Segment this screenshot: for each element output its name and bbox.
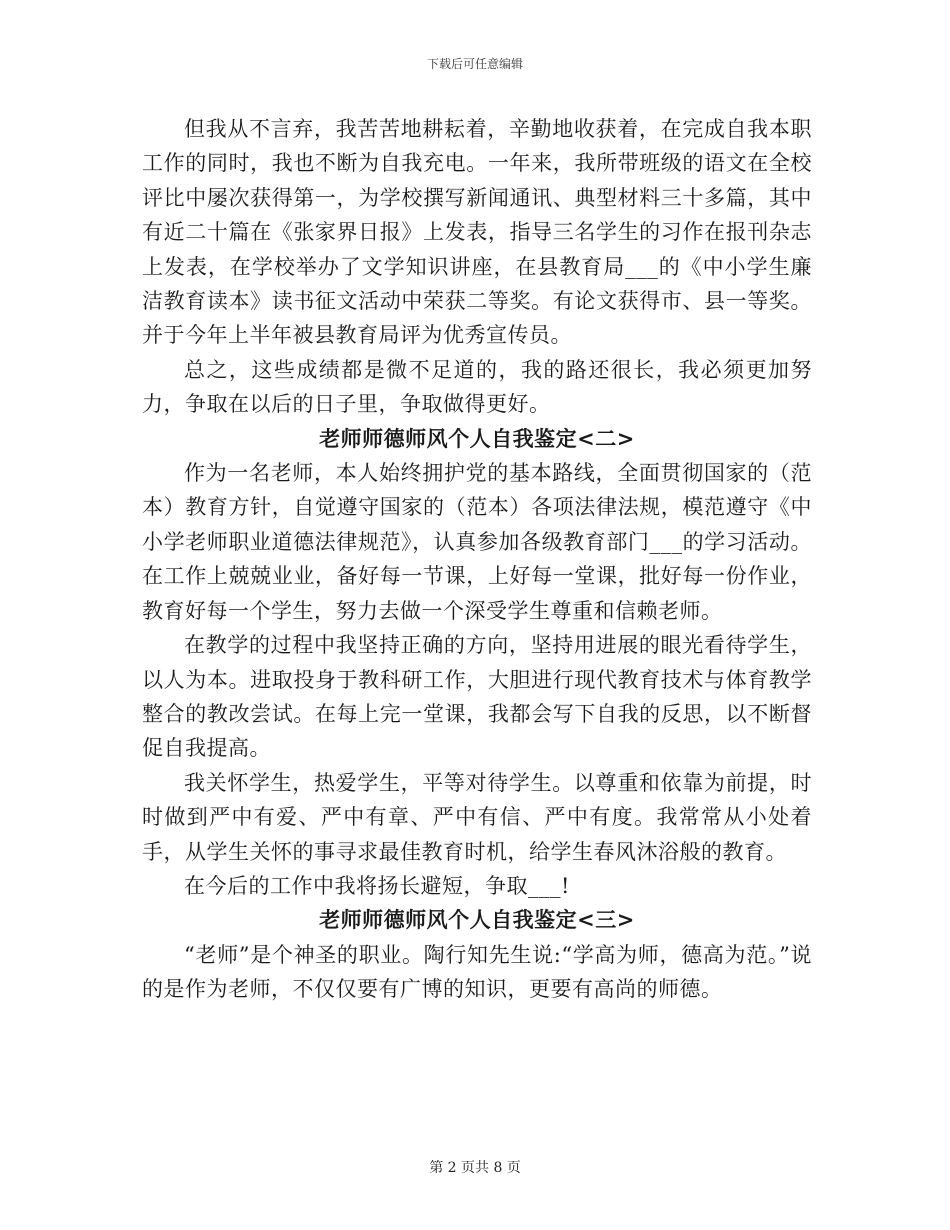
paragraph: 但我从不言弃，我苦苦地耕耘着，辛勤地收获着，在完成自我本职工作的同时，我也不断为自我充电。一年来，我所带班级的语文在全校评比中屡次获得第一，为学校撰写新闻通讯、典型材料三十多篇，其中有近二十篇在《张家界日报》上发表，指导三名学生的习作在报刊杂志上发表，在学校举办了文学知识讲座，在县教育局___的《中小学生廉洁教育读本》读书征文活动中荣获二等奖。有论文获得市、县一等奖。并于今年上半年被县教育局评为优秀宣传员。	[142, 117, 812, 348]
paragraph: 在教学的过程中我坚持正确的方向，坚持用进展的眼光看待学生，以人为本。进取投身于教科研工作，大胆进行现代教育技术与体育教学整合的教改尝试。在每上完一堂课，我都会写下自我的反思，以不断督促自我提高。	[142, 633, 812, 761]
document-body	[142, 112, 812, 1007]
paragraph: 在今后的工作中我将扬长避短，争取___!	[184, 873, 570, 898]
paragraph: 我关怀学生，热爱学生，平等对待学生。以尊重和依靠为前提，时时做到严中有爱、严中有章、严中有信、严中有度。我常常从小处着手，从学生关怀的事寻求最佳教育时机，给学生春风沐浴般的教育。	[142, 770, 812, 864]
section-heading: 老师师德师风个人自我鉴定<二>	[319, 425, 635, 451]
paragraph: “老师”是个神圣的职业。陶行知先生说:“学高为师，德高为范。”说的是作为老师，不仅仅要有广博的知识，更要有高尚的师德。	[142, 942, 812, 1002]
paragraph: 作为一名老师，本人始终拥护党的基本路线，全面贯彻国家的（范本）教育方针，自觉遵守国家的（范本）各项法律法规，模范遵守《中小学老师职业道德法律规范》，认真参加各级教育部门___的学习活动。在工作上兢兢业业，备好每一节课，上好每一堂课，批好每一份作业，教育好每一个学生，努力去做一个深受学生尊重和信赖老师。	[142, 461, 812, 623]
paragraph: 总之，这些成绩都是微不足道的，我的路还很长，我必须更加努力，争取在以后的日子里，争取做得更好。	[142, 357, 812, 417]
page-header: 下载后可任意编辑	[426, 57, 523, 71]
page-footer: 第 2 页共 8 页	[429, 1160, 521, 1176]
section-heading: 老师师德师风个人自我鉴定<三>	[319, 907, 635, 933]
